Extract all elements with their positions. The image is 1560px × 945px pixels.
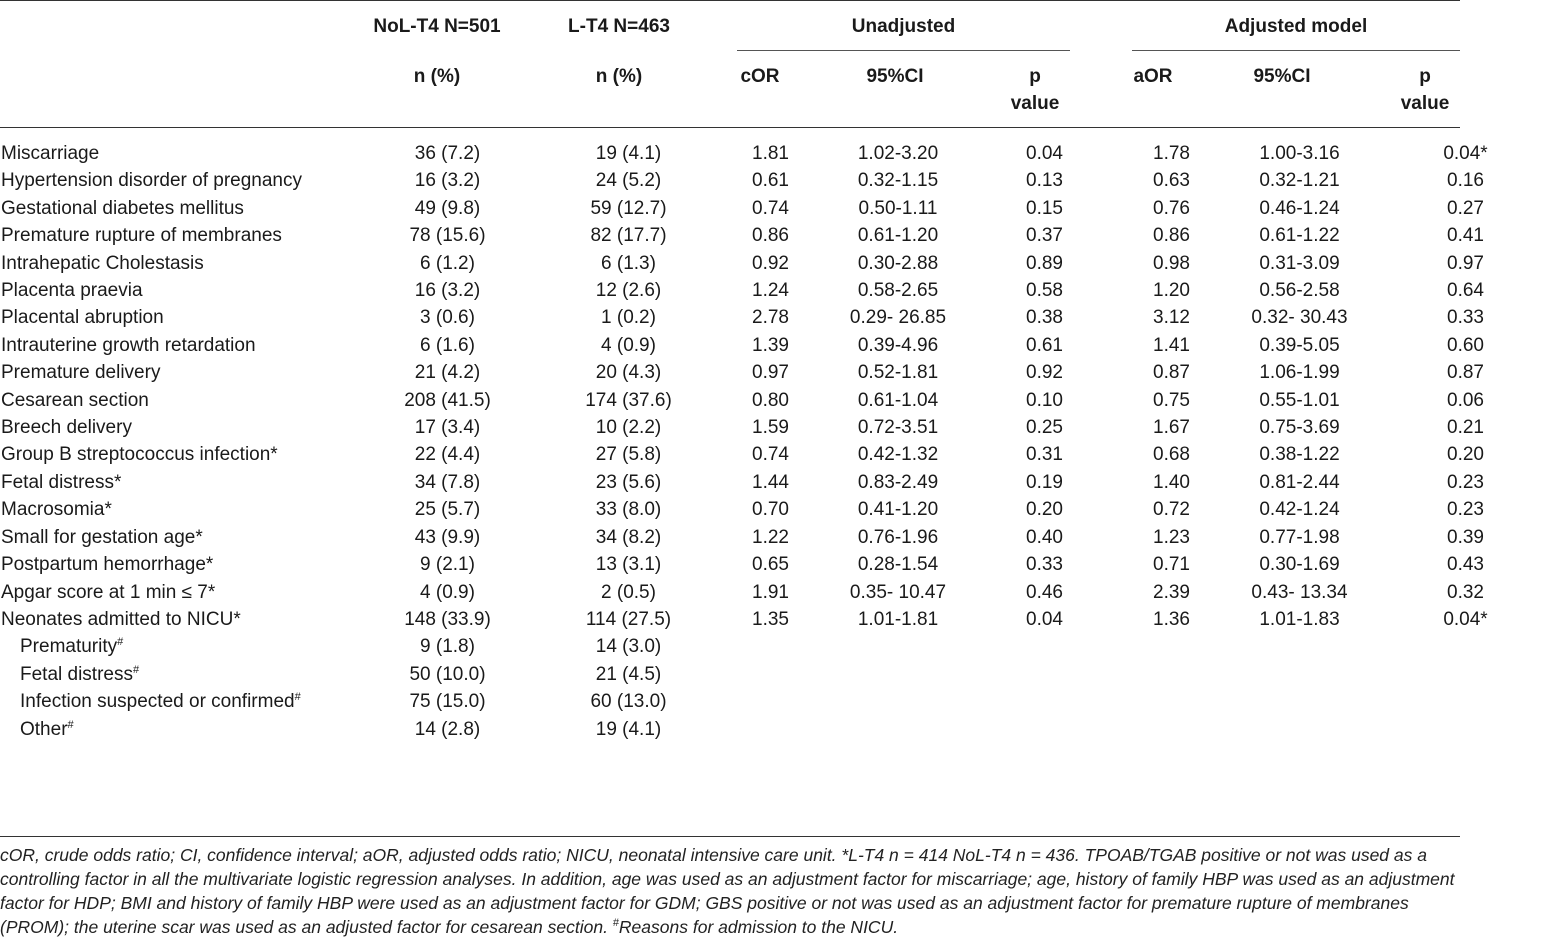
empty-cell	[974, 688, 1115, 715]
cell-p-unadjusted: 0.46	[1026, 581, 1063, 603]
empty-cell	[822, 716, 974, 743]
bottom-rule	[0, 836, 1460, 837]
table-footnote	[0, 843, 1460, 939]
row-label: Intrauterine growth retardation	[1, 334, 256, 356]
table-row	[0, 195, 1560, 222]
table-row	[0, 250, 1560, 277]
cell-cor: 1.81	[752, 143, 789, 164]
subrow-mark: #	[67, 718, 74, 731]
cell-nol-t4: 75 (15.0)	[409, 691, 486, 713]
cell-ci-adjusted: 1.06-1.99	[1259, 362, 1340, 384]
table-row	[0, 359, 1560, 386]
cell-cor: 0.86	[752, 225, 789, 247]
empty-cell	[822, 688, 974, 715]
table-subrow	[0, 688, 1560, 715]
cell-nol-t4: 25 (5.7)	[414, 499, 481, 521]
subrow-label-text: Prematurity	[20, 636, 118, 658]
cell-aor: 1.36	[1153, 608, 1190, 630]
table-row	[0, 524, 1560, 551]
cell-p-adjusted: 0.04*	[1443, 143, 1488, 164]
table-row	[0, 551, 1560, 578]
subrow-label	[0, 661, 357, 688]
cell-p-adjusted: 0.39	[1447, 526, 1484, 548]
footnote-text: cOR, crude odds ratio; CI, confidence interval; aOR, adjusted odds ratio; NICU, neonatal intensive care unit. *L-T4 n = 414 NoL-T4 n = 436. TPOAB/TGAB positive or not was used as a controlling factor in all the multivariate logistic regression analyses. In addition, age was used as an adjustment factor for miscarriage; age, history of family HBP was used as an adjustment factor for HDP; BMI and history of family HBP were used as an adjustment factor for GDM; GBS positive or not was used as an adjustment factor for premature rupture of membranes (PROM); the uterine scar was used as an adjusted factor for cesarean section.	[0, 845, 1455, 937]
cell-aor: 0.98	[1153, 252, 1190, 274]
cell-p-unadjusted: 0.25	[1026, 417, 1063, 439]
table-row	[0, 277, 1560, 304]
cell-aor: 0.87	[1153, 362, 1190, 384]
table-subrow	[0, 716, 1560, 743]
cell-l-t4: 19 (4.1)	[595, 718, 662, 740]
cell-p-unadjusted: 0.04	[1026, 608, 1063, 630]
cell-p-adjusted: 0.06	[1447, 389, 1484, 411]
table-row	[0, 414, 1560, 441]
subrow-label-text: Fetal distress	[20, 663, 133, 685]
cell-aor: 2.39	[1153, 581, 1190, 603]
cell-ci-unadjusted: 0.61-1.20	[857, 225, 939, 247]
cell-p-adjusted: 0.27	[1447, 197, 1484, 219]
empty-cell	[719, 633, 822, 660]
cell-ci-unadjusted: 0.50-1.11	[858, 197, 938, 219]
cell-ci-adjusted: 1.01-1.83	[1259, 608, 1340, 630]
table-row	[0, 579, 1560, 606]
row-label: Group B streptococcus infection*	[1, 444, 278, 466]
cell-l-t4: 21 (4.5)	[595, 663, 662, 685]
cell-ci-adjusted: 0.61-1.22	[1259, 225, 1340, 247]
header-pvalue-unadjusted: p value	[1010, 66, 1060, 114]
cell-cor: 1.39	[752, 334, 789, 356]
row-label: Fetal distress*	[1, 471, 122, 493]
cell-nol-t4: 49 (9.8)	[414, 197, 481, 219]
cell-nol-t4: 3 (0.6)	[420, 307, 475, 329]
cell-ci-adjusted: 0.38-1.22	[1259, 444, 1340, 466]
cell-aor: 0.71	[1153, 554, 1190, 576]
cell-l-t4: 34 (8.2)	[595, 526, 662, 548]
cell-cor: 1.22	[752, 526, 789, 548]
row-label: Postpartum hemorrhage*	[1, 554, 214, 576]
cell-ci-unadjusted: 0.32-1.15	[857, 170, 939, 192]
cell-ci-unadjusted: 0.35- 10.47	[849, 581, 947, 603]
cell-ci-unadjusted: 0.58-2.65	[857, 280, 939, 302]
cell-aor: 1.20	[1153, 280, 1190, 302]
cell-nol-t4: 78 (15.6)	[409, 225, 486, 247]
cell-p-unadjusted: 0.61	[1026, 334, 1063, 356]
cell-ci-adjusted: 1.00-3.16	[1259, 143, 1340, 164]
cell-ci-adjusted: 0.81-2.44	[1259, 471, 1340, 493]
top-rule	[0, 0, 1460, 1]
subrow-mark: #	[132, 663, 140, 676]
row-label: Placenta praevia	[1, 280, 143, 302]
header-nol-t4: NoL-T4 N=501	[373, 16, 501, 37]
cell-nol-t4: 14 (2.8)	[414, 718, 481, 740]
cell-nol-t4: 21 (4.2)	[414, 362, 481, 384]
cell-nol-t4: 16 (3.2)	[414, 170, 481, 192]
empty-cell	[1115, 688, 1228, 715]
subrow-label	[0, 716, 357, 743]
cell-ci-adjusted: 0.32-1.21	[1259, 170, 1340, 192]
cell-l-t4: 2 (0.5)	[601, 581, 656, 603]
header-l-t4: L-T4 N=463	[568, 16, 670, 37]
cell-p-unadjusted: 0.58	[1026, 280, 1063, 302]
cell-aor: 0.72	[1153, 499, 1190, 521]
subrow-mark: #	[117, 636, 124, 649]
cell-aor: 1.40	[1153, 471, 1190, 493]
subrow-label-text: Other	[20, 718, 68, 740]
header-pvalue-adjusted: p value	[1400, 66, 1450, 114]
cell-nol-t4: 4 (0.9)	[420, 581, 475, 603]
cell-nol-t4: 22 (4.4)	[414, 444, 481, 466]
empty-cell	[1228, 716, 1371, 743]
cell-cor: 0.92	[752, 252, 789, 274]
cell-aor: 0.63	[1153, 170, 1190, 192]
row-label: Cesarean section	[1, 389, 149, 411]
cell-nol-t4: 36 (7.2)	[414, 143, 481, 164]
table-row	[0, 140, 1560, 167]
cell-ci-adjusted: 0.42-1.24	[1259, 499, 1340, 521]
cell-p-unadjusted: 0.40	[1026, 526, 1063, 548]
cell-p-adjusted: 0.23	[1447, 471, 1484, 493]
table-subrow	[0, 661, 1560, 688]
cell-p-unadjusted: 0.31	[1026, 444, 1063, 466]
empty-cell	[974, 716, 1115, 743]
table-row	[0, 304, 1560, 331]
cell-ci-adjusted: 0.46-1.24	[1259, 197, 1340, 219]
cell-l-t4: 33 (8.0)	[595, 499, 662, 521]
cell-p-adjusted: 0.16	[1447, 170, 1484, 192]
cell-cor: 0.80	[752, 389, 789, 411]
cell-ci-unadjusted: 1.02-3.20	[857, 143, 939, 164]
cell-cor: 0.74	[752, 444, 789, 466]
cell-aor: 1.23	[1153, 526, 1190, 548]
table-row	[0, 332, 1560, 359]
cell-ci-unadjusted: 0.72-3.51	[857, 417, 939, 439]
cell-ci-adjusted: 0.55-1.01	[1259, 389, 1340, 411]
subrow-label	[0, 633, 357, 660]
cell-cor: 1.59	[752, 417, 789, 439]
cell-ci-unadjusted: 0.41-1.20	[857, 499, 939, 521]
unadjusted-underline	[737, 50, 1070, 51]
cell-aor: 0.76	[1153, 197, 1190, 219]
cell-p-unadjusted: 0.33	[1026, 554, 1063, 576]
row-label: Breech delivery	[1, 417, 132, 439]
results-table	[0, 140, 1560, 743]
cell-p-adjusted: 0.23	[1447, 499, 1484, 521]
cell-ci-adjusted: 0.56-2.58	[1259, 280, 1340, 302]
cell-p-unadjusted: 0.89	[1026, 252, 1063, 274]
table-row	[0, 222, 1560, 249]
cell-ci-adjusted: 0.31-3.09	[1259, 252, 1340, 274]
empty-cell	[1371, 661, 1560, 688]
subrow-label-text: Infection suspected or confirmed	[20, 691, 295, 713]
cell-l-t4: 27 (5.8)	[595, 444, 662, 466]
cell-p-adjusted: 0.41	[1447, 225, 1484, 247]
cell-l-t4: 10 (2.2)	[595, 417, 662, 439]
cell-p-unadjusted: 0.04	[1026, 143, 1063, 164]
cell-ci-adjusted: 0.77-1.98	[1259, 526, 1340, 548]
cell-nol-t4: 9 (2.1)	[420, 554, 475, 576]
cell-p-adjusted: 0.64	[1447, 280, 1484, 302]
cell-ci-unadjusted: 1.01-1.81	[857, 608, 939, 630]
cell-ci-adjusted: 0.30-1.69	[1259, 554, 1340, 576]
subrow-mark: #	[294, 691, 301, 704]
empty-cell	[974, 661, 1115, 688]
cell-cor: 1.24	[752, 280, 789, 302]
cell-p-adjusted: 0.97	[1447, 252, 1484, 274]
cell-p-adjusted: 0.87	[1447, 362, 1484, 384]
cell-nol-t4: 6 (1.2)	[420, 252, 475, 274]
row-label: Intrahepatic Cholestasis	[1, 252, 204, 274]
row-label: Neonates admitted to NICU*	[1, 608, 241, 630]
cell-ci-unadjusted: 0.29- 26.85	[849, 307, 947, 329]
cell-nol-t4: 208 (41.5)	[404, 389, 491, 411]
cell-cor: 0.97	[752, 362, 789, 384]
cell-l-t4: 13 (3.1)	[595, 554, 662, 576]
cell-l-t4: 4 (0.9)	[601, 334, 656, 356]
header-n-pct-nol: n (%)	[413, 66, 461, 87]
cell-aor: 0.68	[1153, 444, 1190, 466]
header-cor: cOR	[740, 66, 780, 87]
cell-cor: 0.74	[752, 197, 789, 219]
cell-p-unadjusted: 0.15	[1026, 197, 1063, 219]
table-row	[0, 469, 1560, 496]
cell-aor: 0.86	[1153, 225, 1190, 247]
cell-p-adjusted: 0.21	[1447, 417, 1484, 439]
header-aor: aOR	[1133, 66, 1173, 87]
row-label: Macrosomia*	[1, 499, 112, 521]
table-row	[0, 496, 1560, 523]
cell-nol-t4: 50 (10.0)	[409, 663, 486, 685]
row-label: Premature rupture of membranes	[1, 225, 282, 247]
cell-p-adjusted: 0.33	[1447, 307, 1484, 329]
cell-aor: 0.75	[1153, 389, 1190, 411]
cell-p-unadjusted: 0.38	[1026, 307, 1063, 329]
empty-cell	[1228, 661, 1371, 688]
cell-p-unadjusted: 0.20	[1026, 499, 1063, 521]
cell-p-adjusted: 0.32	[1447, 581, 1484, 603]
cell-p-adjusted: 0.60	[1447, 334, 1484, 356]
cell-nol-t4: 43 (9.9)	[414, 526, 481, 548]
cell-l-t4: 19 (4.1)	[595, 143, 662, 164]
cell-l-t4: 14 (3.0)	[595, 636, 662, 658]
cell-l-t4: 59 (12.7)	[590, 197, 667, 219]
footnote-mark: #	[612, 917, 619, 929]
cell-ci-unadjusted: 0.76-1.96	[857, 526, 939, 548]
cell-ci-unadjusted: 0.39-4.96	[857, 334, 939, 356]
table-subrow	[0, 633, 1560, 660]
cell-ci-adjusted: 0.39-5.05	[1259, 334, 1340, 356]
cell-cor: 1.44	[752, 471, 789, 493]
cell-ci-unadjusted: 0.52-1.81	[857, 362, 939, 384]
header-n-pct-l: n (%)	[595, 66, 643, 87]
cell-l-t4: 6 (1.3)	[601, 252, 656, 274]
cell-cor: 2.78	[752, 307, 789, 329]
cell-cor: 0.70	[752, 499, 789, 521]
cell-ci-unadjusted: 0.61-1.04	[857, 389, 939, 411]
cell-cor: 0.61	[752, 170, 789, 192]
cell-ci-adjusted: 0.43- 13.34	[1251, 581, 1348, 603]
row-label: Hypertension disorder of pregnancy	[1, 170, 303, 192]
cell-ci-adjusted: 0.32- 30.43	[1251, 307, 1348, 329]
cell-aor: 3.12	[1153, 307, 1190, 329]
empty-cell	[1371, 716, 1560, 743]
cell-l-t4: 20 (4.3)	[595, 362, 662, 384]
row-label: Premature delivery	[1, 362, 161, 384]
cell-l-t4: 12 (2.6)	[595, 280, 662, 302]
empty-cell	[719, 716, 822, 743]
cell-nol-t4: 9 (1.8)	[420, 636, 475, 658]
cell-l-t4: 24 (5.2)	[595, 170, 662, 192]
empty-cell	[1115, 716, 1228, 743]
cell-p-adjusted: 0.04*	[1443, 608, 1488, 630]
cell-p-adjusted: 0.43	[1447, 554, 1484, 576]
empty-cell	[974, 633, 1115, 660]
cell-cor: 1.35	[752, 608, 789, 630]
row-label: Miscarriage	[1, 143, 100, 164]
empty-cell	[1115, 661, 1228, 688]
cell-l-t4: 60 (13.0)	[590, 691, 667, 713]
empty-cell	[1371, 633, 1560, 660]
empty-cell	[719, 688, 822, 715]
header-unadjusted: Unadjusted	[851, 16, 956, 37]
header-rule	[0, 127, 1460, 128]
empty-cell	[1228, 688, 1371, 715]
cell-cor: 1.91	[752, 581, 789, 603]
cell-aor: 1.67	[1153, 417, 1190, 439]
empty-cell	[1115, 633, 1228, 660]
cell-p-unadjusted: 0.19	[1026, 471, 1063, 493]
row-label: Small for gestation age*	[1, 526, 203, 548]
header-ci-adjusted: 95%CI	[1253, 66, 1311, 87]
cell-aor: 1.78	[1153, 143, 1190, 164]
cell-p-adjusted: 0.20	[1447, 444, 1484, 466]
empty-cell	[1371, 688, 1560, 715]
row-label: Placental abruption	[1, 307, 164, 329]
empty-cell	[1228, 633, 1371, 660]
cell-l-t4: 23 (5.6)	[595, 471, 662, 493]
cell-ci-unadjusted: 0.30-2.88	[857, 252, 939, 274]
cell-nol-t4: 17 (3.4)	[414, 417, 481, 439]
empty-cell	[822, 633, 974, 660]
cell-p-unadjusted: 0.92	[1026, 362, 1063, 384]
cell-nol-t4: 148 (33.9)	[404, 608, 491, 630]
cell-nol-t4: 16 (3.2)	[414, 280, 481, 302]
table-row	[0, 441, 1560, 468]
empty-cell	[719, 661, 822, 688]
cell-ci-unadjusted: 0.28-1.54	[857, 554, 939, 576]
cell-l-t4: 114 (27.5)	[585, 608, 672, 630]
header-ci-unadjusted: 95%CI	[866, 66, 924, 87]
row-label: Apgar score at 1 min ≤ 7*	[1, 581, 216, 603]
cell-aor: 1.41	[1153, 334, 1190, 356]
cell-p-unadjusted: 0.37	[1026, 225, 1063, 247]
table-row	[0, 606, 1560, 633]
cell-l-t4: 82 (17.7)	[590, 225, 667, 247]
cell-nol-t4: 6 (1.6)	[420, 334, 475, 356]
cell-l-t4: 1 (0.2)	[601, 307, 656, 329]
footnote-tail: Reasons for admission to the NICU.	[618, 917, 899, 937]
subrow-label	[0, 688, 357, 715]
cell-p-unadjusted: 0.13	[1026, 170, 1063, 192]
cell-nol-t4: 34 (7.8)	[414, 471, 481, 493]
table-row	[0, 387, 1560, 414]
adjusted-underline	[1132, 50, 1460, 51]
header-adjusted-model: Adjusted model	[1224, 16, 1368, 37]
cell-ci-unadjusted: 0.83-2.49	[857, 471, 939, 493]
empty-cell	[822, 661, 974, 688]
table-row	[0, 167, 1560, 194]
cell-ci-unadjusted: 0.42-1.32	[857, 444, 939, 466]
row-label: Gestational diabetes mellitus	[1, 197, 244, 219]
cell-l-t4: 174 (37.6)	[585, 389, 672, 411]
cell-p-unadjusted: 0.10	[1026, 389, 1063, 411]
cell-cor: 0.65	[752, 554, 789, 576]
cell-ci-adjusted: 0.75-3.69	[1259, 417, 1340, 439]
